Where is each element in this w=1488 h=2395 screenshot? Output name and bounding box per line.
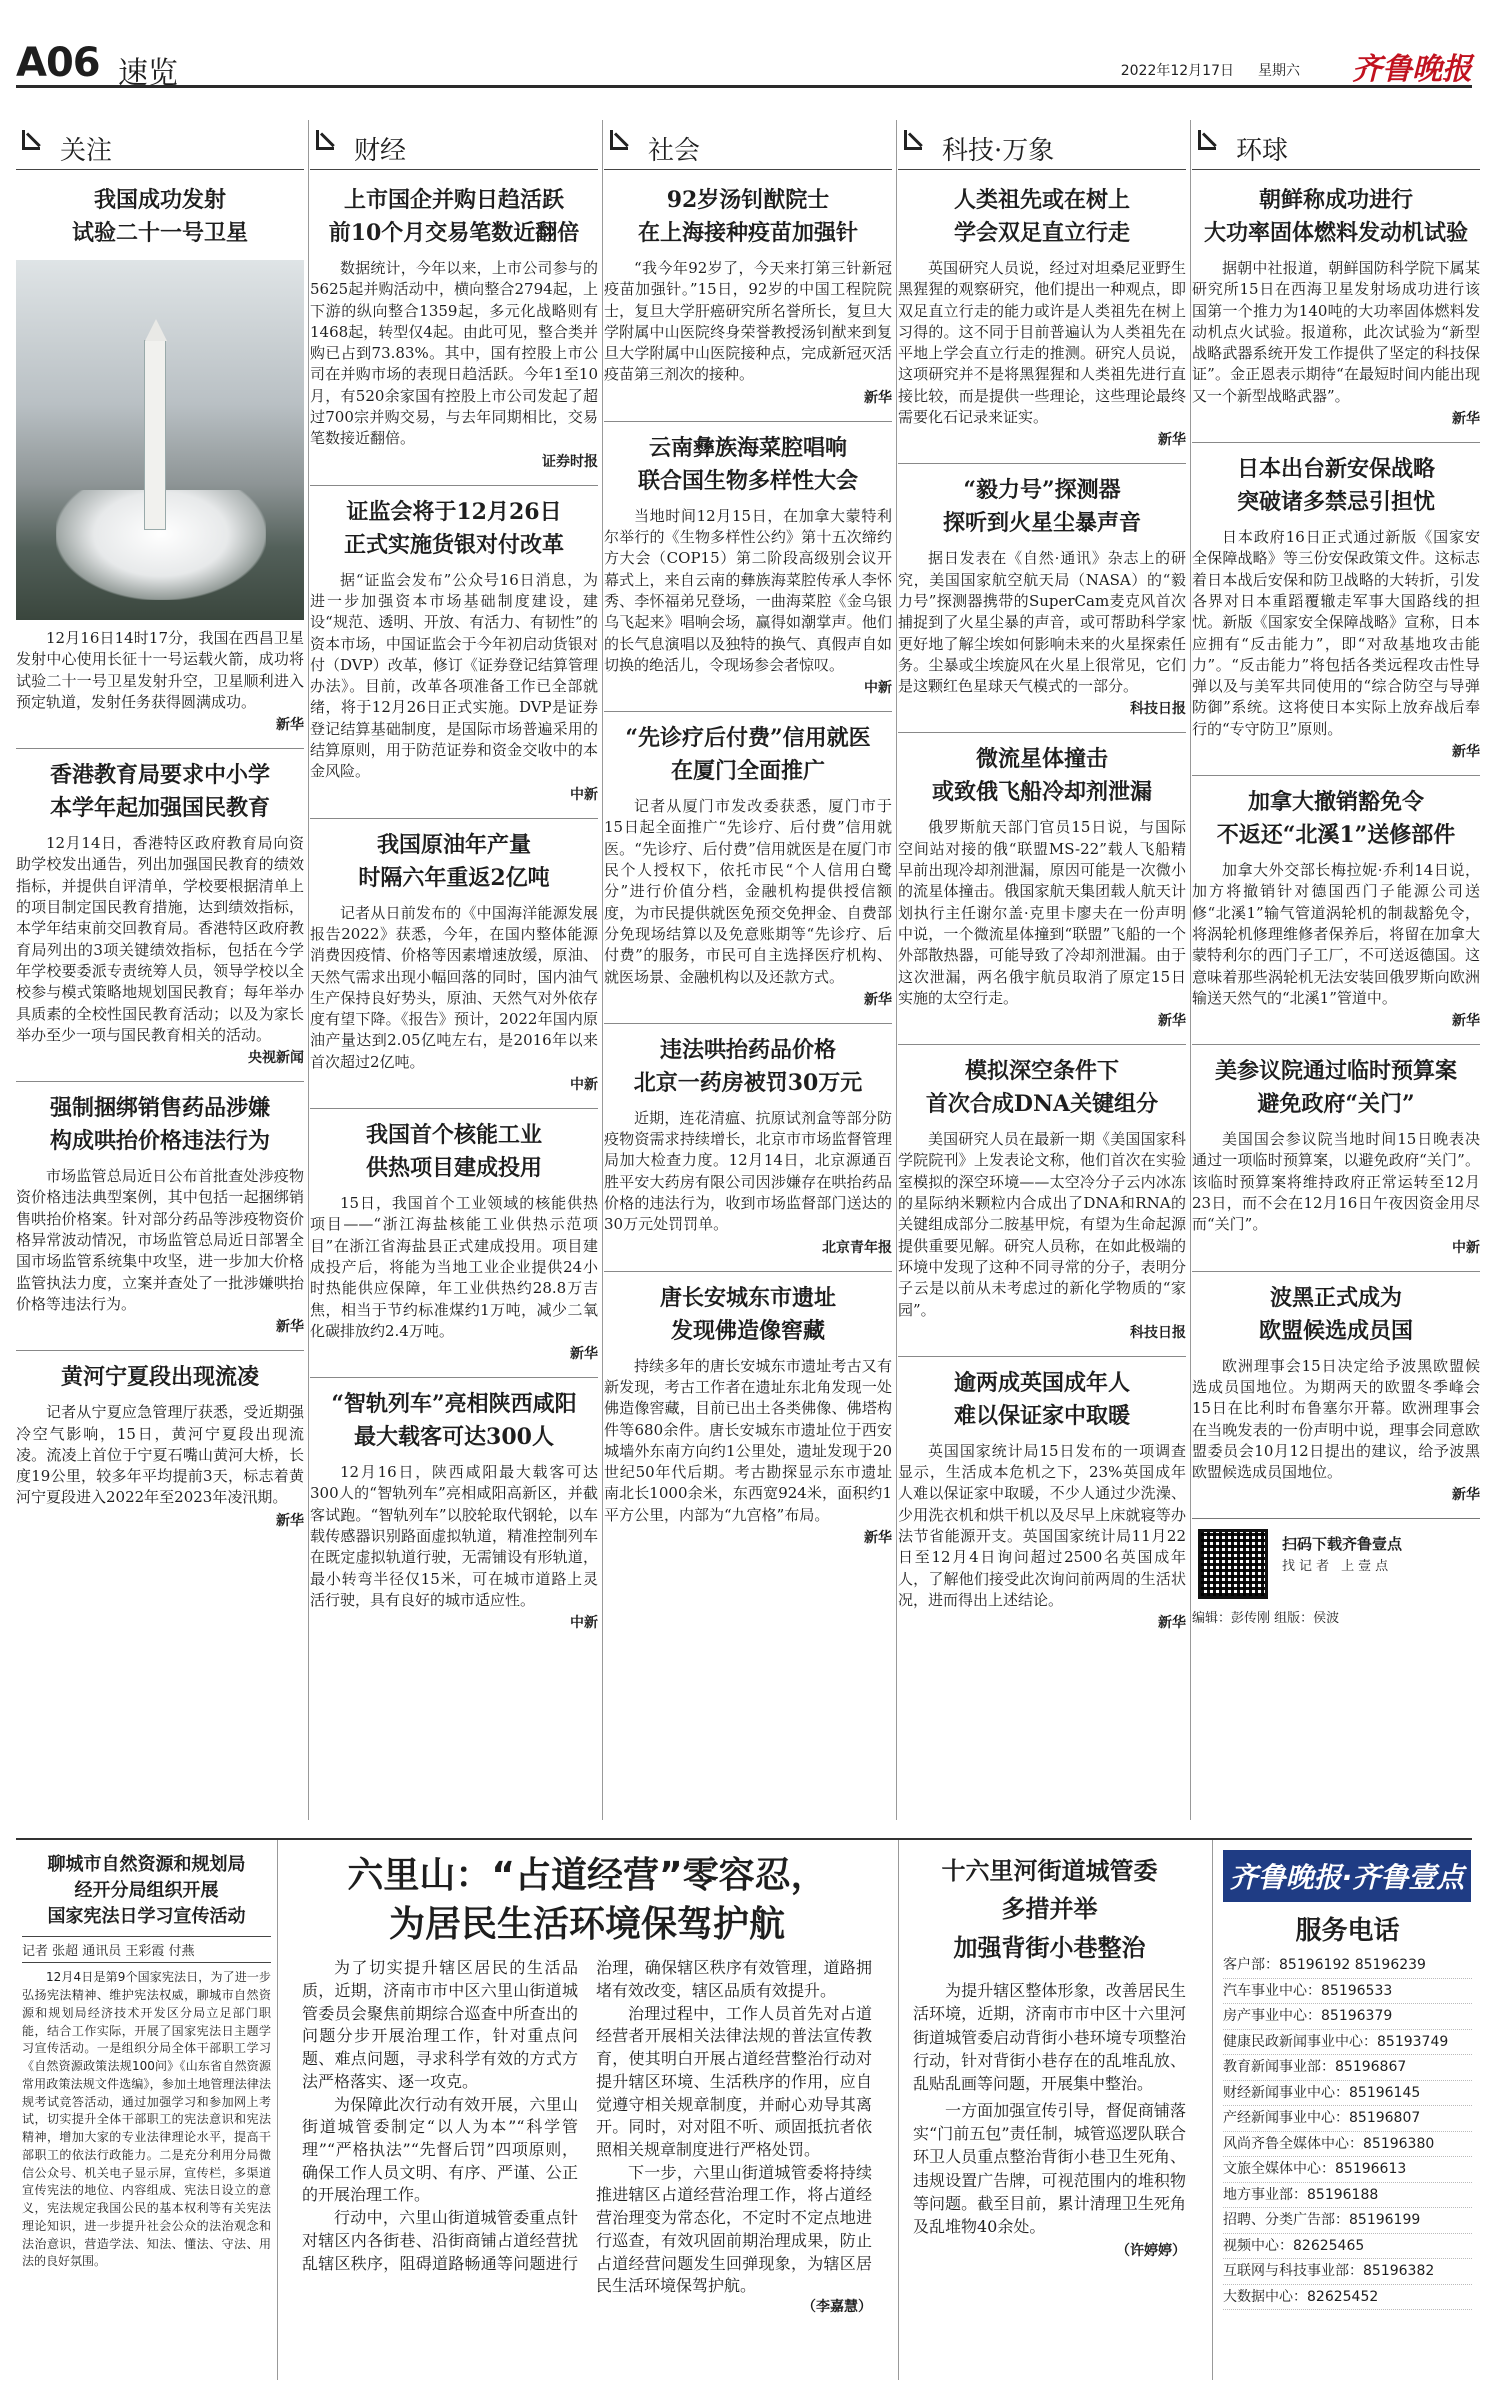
section-title: 环球 <box>1236 136 1289 166</box>
article-source: 中新 <box>570 1615 598 1632</box>
column-divider <box>308 120 309 1820</box>
local-news-article <box>16 1840 278 2380</box>
article-headline: 上市国企并购日趋活跃 前10个月交易笔数近翻倍 <box>328 187 580 246</box>
news-article <box>16 1350 304 1529</box>
paragraph: 为了切实提升辖区居民的生活品质，近期，济南市市中区六里山街道城管委员会聚焦前期综合巡查中所查出的问题分步开展治理工作，针对重点问题、难点问题，寻求科学有效的方式方法严格落实、逐一攻克。 <box>302 1958 578 2091</box>
article-headline: 加拿大撤销豁免令 不返还“北溪1”送修部件 <box>1216 789 1456 849</box>
service-phone-row: 文旅全媒体中心：85196613 <box>1223 2157 1472 2183</box>
article-body: 记者从厦门市发改委获悉，厦门市于15日起全面推广“先诊疗、后付费”信用就医。“先诊疗、后付费”信用就医是在厦门市民个人授权下，依托市民“个人信用白鹭分”进行价值分档，金融机构提供授信额度，为市民提供就医免预交免押金、自费部分免现场结算以及免意账期等“先诊疗、后付费”的服务，市民可自主选择医疗机构、就医场景、金融机构以及还款方式。 <box>604 797 892 986</box>
section-heading <box>310 120 598 170</box>
arrow-icon <box>1198 130 1216 150</box>
article-body: 美国国会参议院当地时间15日晚表决通过一项临时预算案，以避免政府“关门”。该临时预算案将维持政府正常运转至12月23日，而不会在12月16日午夜因资金用尽而“关门”。 <box>1192 1130 1480 1234</box>
divider <box>1192 1271 1480 1272</box>
article-body: 近期，连花清瘟、抗原试剂盒等部分防疫物资需求持续增长，北京市市场监督管理局加大检查力度。12月14日，北京源通百胜平安大药房有限公司因涉嫌存在哄抬药品价格的违法行为，收到市场监督部门送达的30万元处罚罚单。 <box>604 1108 892 1234</box>
service-phone-row: 招聘、分类广告部：85196199 <box>1223 2208 1472 2234</box>
article-source: 科技日报 <box>1130 701 1186 718</box>
divider <box>604 1023 892 1024</box>
article-headline: 日本出台新安保战略 突破诸多禁忌引担忧 <box>1236 456 1435 516</box>
issue-date: 2022年12月17日 <box>1120 63 1234 79</box>
article-body: 日本政府16日正式通过新版《国家安全保障战略》等三份安保政策文件。这标志着日本战后安保和防卫战略的大转折，引发各界对日本重蹈覆辙走军事大国路线的担忧。新版《国家安全保障战略》宣称，日本应拥有“反击能力”，即“对敌基地攻击能力”。“反击能力”将包括各类远程攻击性导弹以及与美军共同使用的“综合防空与导弹防御”系统。这将使日本实际上放弃战后奉行的“专守防卫”原则。 <box>1192 528 1480 738</box>
divider <box>898 1044 1186 1045</box>
article-headline: 我国首个核能工业 供热项目建成投用 <box>365 1122 542 1182</box>
article-source: 新华 <box>1452 1013 1480 1030</box>
article-source: 科技日报 <box>1130 1324 1186 1341</box>
issue-weekday: 星期六 <box>1258 63 1300 79</box>
paragraph: 行动中，六里山街道城管委重点针对辖区内各街巷、沿街商铺占道经营扰乱辖区秩序，阻碍道路畅通等问题进行治理，确保辖区秩序有效管理，道路拥堵有效改变，辖区品质有效提升。 <box>302 1958 872 2273</box>
news-article <box>1192 1271 1480 1505</box>
arrow-icon <box>316 130 334 150</box>
article-headline: 我国原油年产量 时隔六年重返2亿吨 <box>358 831 550 891</box>
article-headline: 微流星体撞击 或致俄飞船冷却剂泄漏 <box>931 746 1152 806</box>
service-phone-row: 房产事业中心：85196379 <box>1223 2004 1472 2030</box>
news-article <box>898 184 1186 449</box>
divider <box>898 1356 1186 1357</box>
editor-credit: 编辑：彭传刚 组版：侯波 <box>1192 1611 1340 1627</box>
news-article <box>1192 1044 1480 1256</box>
article-headline: 美参议院通过临时预算案 避免政府“关门” <box>1214 1058 1457 1118</box>
article-headline: 强制捆绑销售药品涉嫌 构成哄抬价格违法行为 <box>49 1095 270 1155</box>
news-article <box>310 1108 598 1363</box>
side-title: 十六里河街道城管委 多措并举 加强背街小巷整治 <box>941 1857 1158 1962</box>
article-headline: 证监会将于12月26日 正式实施货银对付改革 <box>343 498 564 558</box>
news-article <box>898 1044 1186 1342</box>
paragraph: 治理过程中，工作人员首先对占道经营者开展相关法律法规的普法宣传教育，使其明白开展占道经营整治行动对提升辖区环境、生活秩序的作用，应自觉遵守相关规章制度，并耐心劝导其离开。同时，对对阻不听、顽固抵抗者依照相关规章制度进行严格处罚。 <box>596 2003 872 2159</box>
article-source: 新华 <box>864 1529 892 1546</box>
article-source: 新华 <box>1452 411 1480 428</box>
news-article <box>898 1356 1186 1632</box>
section-heading <box>898 120 1186 170</box>
article-source: 中新 <box>864 680 892 697</box>
arrow-icon <box>610 130 628 150</box>
article-source: 央视新闻 <box>248 1050 304 1067</box>
article-body: 据日发表在《自然·通讯》杂志上的研究，美国国家航空航天局（NASA）的“毅力号”探测器携带的SuperCam麦克风首次捕捉到了火星尘暴的声音，或可帮助科学家更好地了解尘埃如何影响未来的火星探索任务。尘暴或尘埃旋风在火星上很常见，它们是这颗红色星球天气模式的一部分。 <box>898 549 1186 696</box>
paragraph: 一方面加强宣传引导，督促商铺落实“门前五包”责任制，城管巡逻队联合环卫人员重点整治背街小巷卫生死角、违规设置广告牌，可视范围内的堆积物等问题。截至目前，累计清理卫生死角及乱堆物40余处。 <box>913 2101 1186 2237</box>
service-phone-row: 视频中心：82625465 <box>1223 2234 1472 2260</box>
article-headline: 92岁汤钊猷院士 在上海接种疫苗加强针 <box>637 187 858 246</box>
article-source: 新华 <box>1158 432 1186 449</box>
feature-body <box>302 1957 872 2318</box>
newspaper-logo: 齐鲁晚报 <box>1352 52 1472 87</box>
section-heading <box>604 120 892 170</box>
news-article <box>604 184 892 407</box>
article-headline: 云南彝族海菜腔唱响 联合国生物多样性大会 <box>637 434 858 494</box>
news-article <box>16 184 304 734</box>
arrow-icon <box>904 130 922 150</box>
article-source: 新华 <box>1452 744 1480 761</box>
qr-title: 扫码下载齐鲁壹点 <box>1282 1535 1403 1554</box>
divider <box>1192 775 1480 776</box>
article-source: 新华 <box>864 991 892 1008</box>
article-body: 英国国家统计局15日发布的一项调查显示，生活成本危机之下，23%英国成年人难以保证家中取暖，不少人通过少洗澡、少用洗衣机和烘干机以及尽早上床就寝等办法节省能源开支。英国国家统计局11月22日至12月4日询问超过2500名英国成年人，了解他们接受此次询问前两周的生活状况，进而得出上述结论。 <box>898 1441 1186 1609</box>
divider <box>16 1081 304 1082</box>
article-headline: 违法哄抬药品价格 北京一药房被罚30万元 <box>633 1036 863 1096</box>
article-source: （许婷婷） <box>1116 2243 1186 2260</box>
news-article <box>604 421 892 697</box>
service-phone-row: 汽车事业中心：85196533 <box>1223 1979 1472 2005</box>
divider <box>1192 1044 1480 1045</box>
article-source: 新华 <box>276 1512 304 1529</box>
section-title: 社会 <box>648 136 701 166</box>
article-authors: 记者 张超 通讯员 王彩霞 付燕 <box>22 1936 271 1963</box>
article-body: 俄罗斯航天部门官员15日说，与国际空间站对接的俄“联盟MS-22”载人飞船精早前出现冷却剂泄漏，原因可能是一次微小的流星体撞击。俄国家航天集团载人航天计划执行主任谢尔盖·克里卡廖夫在一份声明中说，一个微流星体撞到“联盟”飞船的一个外部散热器，可能导致了冷却剂泄漏。由于这次泄漏，两名俄宇航员取消了原定15日实施的太空行走。 <box>898 818 1186 1007</box>
article-source: 北京青年报 <box>822 1239 892 1256</box>
divider <box>898 732 1186 733</box>
article-headline: 模拟深空条件下 首次合成DNA关键组分 <box>925 1058 1159 1118</box>
article-body: 市场监管总局近日公布首批查处涉疫物资价格违法典型案例，其中包括一起捆绑销售哄抬价格案。针对部分药品等涉疫物资价格异常波动情况，市场监管总局近日部署全国市场监管系统集中攻坚，进一步加大价格监管执法力度，立案并查处了一批涉嫌哄抬价格等违法行为。 <box>16 1167 304 1313</box>
divider <box>310 485 598 486</box>
article-body: 据朝中社报道，朝鲜国防科学院下属某研究所15日在西海卫星发射场成功进行该国第一个推力为140吨的大功率固体燃料发动机点火试验。报道称，此次试验为“新型战略武器系统开发工作提供了坚定的科技保证”。金正恩表示期待“在最短时间内能出现又一个新型战略武器”。 <box>1192 259 1480 405</box>
article-title: 聊城市自然资源和规划局 经开分局组织开展 国家宪法日学习宣传活动 <box>47 1854 246 1928</box>
news-article <box>604 1023 892 1257</box>
divider <box>604 421 892 422</box>
news-article <box>310 485 598 804</box>
divider <box>604 1271 892 1272</box>
divider <box>310 1377 598 1378</box>
news-column <box>604 120 892 1547</box>
service-phone-row: 互联网与科技事业部：85196382 <box>1223 2259 1472 2285</box>
divider <box>1192 442 1480 443</box>
article-headline: 我国成功发射 试验二十一号卫星 <box>71 187 248 246</box>
section-title: 关注 <box>60 136 113 166</box>
article-headline: 香港教育局要求中小学 本学年起加强国民教育 <box>49 762 270 822</box>
page-title: 速览 <box>118 56 178 91</box>
paragraph: 下一步，六里山街道城管委将持续推进辖区占道经营治理工作，将占道经营治理变为常态化，不定时不定点地进行巡查，有效巩固前期治理成果，防止占道经营问题发生回弹现象，为辖区居民生活环境保驾护航。 <box>596 2162 872 2296</box>
article-headline: 人类祖先或在树上 学会双足直立行走 <box>953 187 1130 246</box>
article-body: 15日，我国首个工业领域的核能供热项目——“浙江海盐核能工业供热示范项目”在浙江省海盐县正式建成投用。项目建成投产后，将能为当地工业企业提供24小时热能供应保障，年工业供热约28.8万吉焦，相当于节约标准煤约1万吨，减少二氧化碳排放约2.4万吨。 <box>310 1194 598 1340</box>
service-phone-row: 风尚齐鲁全媒体中心：85196380 <box>1223 2132 1472 2158</box>
article-source: 新华 <box>1158 1013 1186 1030</box>
article-source: 证券时报 <box>542 453 598 470</box>
article-body: 加拿大外交部长梅拉妮·乔利14日说，加方将撤销针对德国西门子能源公司送修“北溪1”输气管道涡轮机的制裁豁免令，将涡轮机修理维修者保养后，将留在加拿大蒙特利尔的西门子工厂，不可送返德国。这意味着那些涡轮机无法安装回俄罗斯向欧洲输送天然气的“北溪1”管道中。 <box>1192 861 1480 1007</box>
news-article <box>1192 184 1480 428</box>
page-header <box>16 40 1472 91</box>
section-heading <box>16 120 304 170</box>
service-panel <box>1212 1840 1472 2380</box>
feature-article <box>292 1840 882 2380</box>
news-column <box>310 120 598 1632</box>
article-source: 新华 <box>276 717 304 734</box>
article-source: 中新 <box>570 1077 598 1094</box>
article-body: 12月4日是第9个国家宪法日，为了进一步弘扬宪法精神、维护宪法权威，聊城市自然资源和规划局经济技术开发区分局立足部门职能，结合工作实际，开展了国家宪法日主题学习宣传活动。一是组织分局全体干部职工学习《自然资源政策法规100问》《山东省自然资源常用政策法规文件选编》，参加土地管理法律法规考试竞答活动，通过加强学习和参加网上考试，切实提升全体干部职工的宪法意识和宪法精神，增加大家的专业法律理论水平，提高干部职工的依法行政能力。二是充分利用分局微信公众号、机关电子显示屏，宣传栏，多渠道宣传宪法的地位、内容组成、宪法日设立的意义，宪法规定我国公民的基本权利等有关宪法理论知识，进一步提升社会公众的法治观念和法治意识，营造学法、知法、懂法、守法、用法的良好氛围。 <box>22 1970 271 2269</box>
article-body: 12月16日，陕西咸阳最大载客可达300人的“智轨列车”亮相咸阳高新区，并截客试跑。“智轨列车”以胶轮取代钢轮，以车载传感器识别路面虚拟轨道，精准控制列车在既定虚拟轨道行驶，无需铺设有形轨道，最小转弯半径仅15米，可在城市道路上灵活行驶，具有良好的城市适应性。 <box>310 1463 598 1609</box>
article-body: 美国研究人员在最新一期《美国国家科学院院刊》上发表论文称，他们首次在实验室模拟的深空环境——太空冷分子云内冰冻的星际纳米颗粒内合成出了DNA和RNA的关键组成部分二胺基甲烷，有望为生命起源提供重要见解。研究人员称，在如此极端的环境中发现了这种不同寻常的分子，表明分子云是以前从未考虑过的新化学物质的“家园”。 <box>898 1130 1186 1319</box>
article-body: 12月14日，香港特区政府教育局向资助学校发出通告，列出加强国民教育的绩效指标，并提供自评清单，学校要根据清单上的项目制定国民教育措施，达到绩效指标，本学年结束前交回教育局。香港特区政府教育局列出的3项关键绩效指标，包括在今学年学校要委派专责统筹人员，领导学校以全校参与模式策略地规划国民教育；每年举办具质素的全校性国民教育活动；以及为家长举办至少一项与国民教育相关的活动。 <box>16 834 304 1044</box>
article-headline: 黄河宁夏段出现流凌 <box>60 1364 259 1391</box>
news-column <box>16 120 304 1530</box>
news-article <box>1192 775 1480 1030</box>
news-column <box>898 120 1186 1632</box>
article-body: 当地时间12月15日，在加拿大蒙特利尔举行的《生物多样性公约》第十五次缔约方大会（COP15）第二阶段高级别会议开幕式上，来自云南的彝族海菜腔传承人李怀秀、李怀福弟兄登场，一曲海菜腔《金乌银乌飞起来》唱响会场，赢得如潮掌声。他们的长气息演唱以及独特的换气、真假声自如切换的绝活儿，令现场参会者惊叹。 <box>604 506 892 674</box>
article-body: 12月16日14时17分，我国在西昌卫星发射中心使用长征十一号运载火箭，成功将试验二十一号卫星发射升空，卫星顺利进入预定轨道，发射任务获得圆满成功。 <box>16 629 304 711</box>
rocket-launch-photo <box>16 260 304 620</box>
article-body: 数据统计，今年以来，上市公司参与的5625起并购活动中，横向整合2794起，上下游的纵向整合1359起，多元化战略则有1468起，转型仅4起。由此可见，整合类并购已占到73.83%。其中，国有控股上市公司在并购市场的表现日趋活跃。今年1至10月，有520余家国有控股上市公司发起了超过700宗并购交易，与去年同期相比，交易笔数接近翻倍。 <box>310 259 598 448</box>
article-headline: 波黑正式成为 欧盟候选成员国 <box>1258 1284 1413 1344</box>
article-headline: “智轨列车”亮相陕西咸阳 最大载客可达300人 <box>331 1391 577 1451</box>
news-article <box>604 711 892 1009</box>
column-divider <box>896 120 897 1820</box>
news-article <box>310 184 598 471</box>
article-body: 记者从日前发布的《中国海洋能源发展报告2022》获悉，今年，在国内整体能源消费因疫情、价格等因素增速放缓，原油、天然气需求出现小幅回落的同时，国内油气生产保持良好势头，原油、天然气对外依存度有望下降。《报告》预计，2022年国内原油产量达到2.05亿吨左右，是2016年以来首次超过2亿吨。 <box>310 903 598 1071</box>
news-article <box>898 732 1186 1030</box>
news-article <box>16 1081 304 1336</box>
news-article <box>898 463 1186 718</box>
service-title: 服务电话 <box>1295 1916 1400 1946</box>
service-logo: 齐鲁晚报·齐鲁壹点 <box>1223 1850 1471 1902</box>
article-body: 持续多年的唐长安城东市遗址考古又有新发现，考古工作者在遗址东北角发现一处佛造像窖藏，目前已出土各类佛像、佛塔构件等680余件。唐长安城东市遗址位于西安城墙外东南方向约1公里处，遗址发现于20世纪50年代后期。考古勘探显示东市遗址南北长1000余米，东西宽924米，面积约1平方公里，内部为“九宫格”布局。 <box>604 1356 892 1524</box>
qr-subtitle: 找记者 上壹点 <box>1282 1559 1393 1575</box>
article-source: 新华 <box>1158 1615 1186 1632</box>
arrow-icon <box>22 130 40 150</box>
paragraph: 为保障此次行动有效开展，六里山街道城管委制定“以人为本”“科学管理”“严格执法”“先督后罚”四项原则，确保工作人员文明、有序、严谨、公正的开展治理工作。 <box>302 2094 578 2205</box>
service-phone-row: 教育新闻事业部：85196867 <box>1223 2055 1472 2081</box>
article-source: 新华 <box>276 1319 304 1336</box>
article-headline: “毅力号”探测器 探听到火星尘暴声音 <box>942 477 1141 537</box>
paragraph: 为提升辖区整体形象，改善居民生活环境，近期，济南市市中区十六里河街道城管委启动背街小巷环境专项整治行动，针对背街小巷存在的乱堆乱放、乱贴乱画等问题，开展集中整治。 <box>913 1981 1186 2093</box>
section-heading <box>1192 120 1480 170</box>
news-article <box>604 1271 892 1547</box>
news-article <box>310 818 598 1094</box>
divider <box>898 463 1186 464</box>
article-body: 记者从宁夏应急管理厅获悉，受近期强冷空气影响，15日，黄河宁夏段出现流凌。流凌上首位于宁夏石嘴山黄河大桥，长度19公里，较多年平均提前3天，标志着黄河宁夏段进入2022年至2023年凌汛期。 <box>16 1403 304 1507</box>
service-phone-row: 财经新闻事业中心：85196145 <box>1223 2081 1472 2107</box>
page-number: A06 <box>16 40 100 86</box>
article-body: “我今年92岁了，今天来打第三针新冠疫苗加强针。”15日，92岁的中国工程院院士，复旦大学肝癌研究所名誉所长，复旦大学附属中山医院终身荣誉教授汤钊猷来到复旦大学附属中山医院接种点，完成新冠灭活疫苗第三剂次的接种。 <box>604 259 892 384</box>
divider <box>604 711 892 712</box>
bottom-section <box>16 1838 1472 2378</box>
news-article <box>16 748 304 1067</box>
service-phone-row: 大数据中心：82625452 <box>1223 2285 1472 2311</box>
article-headline: 唐长安城东市遗址 发现佛造像窖藏 <box>659 1284 836 1344</box>
article-source: 新华 <box>570 1346 598 1363</box>
news-article <box>310 1377 598 1632</box>
service-phone-row: 地方事业部：85196188 <box>1223 2183 1472 2209</box>
divider <box>16 748 304 749</box>
service-phone-row: 客户部：85196192 85196239 <box>1223 1953 1472 1979</box>
article-headline: 朝鲜称成功进行 大功率固体燃料发动机试验 <box>1203 187 1468 246</box>
divider <box>310 1108 598 1109</box>
side-article <box>898 1840 1198 2380</box>
article-headline: 逾两成英国成年人 难以保证家中取暖 <box>953 1369 1130 1429</box>
article-body: 英国研究人员说，经过对坦桑尼亚野生黑猩猩的观察研究，他们提出一种观点，即双足直立行走的能力或许是人类祖先在树上习得的。这不同于目前普遍认为人类祖先在平地上学会直立行走的推测。研究人员说，这项研究并不是将黑猩猩和人类祖先进行直接比较，而是提供一些理论，这些理论最终需要化石记录来证实。 <box>898 259 1186 427</box>
service-phone-row: 健康民政新闻事业中心：85193749 <box>1223 2030 1472 2056</box>
section-title: 科技·万象 <box>942 136 1055 166</box>
article-body: 据“证监会发布”公众号16日消息，为进一步加强资本市场基础制度建设，建设“规范、透明、开放、有活力、有韧性”的资本市场，中国证监会于今年初启动货银对付（DVP）改革，修订《证券登记结算管理办法》。目前，改革各项准备工作已全部就绪，将于12月26日正式实施。DVP是证券登记结算基础制度，是国际市场普遍采用的结算原则，用于防范证券和资金交收中的本金风险。 <box>310 570 598 781</box>
qr-code[interactable] <box>1198 1529 1268 1599</box>
divider <box>310 818 598 819</box>
section-title: 财经 <box>354 136 407 166</box>
column-divider <box>1190 120 1191 1820</box>
article-source: 中新 <box>570 786 598 803</box>
article-source: 新华 <box>864 389 892 406</box>
article-body: 欧洲理事会15日决定给予波黑欧盟候选成员国地位。为期两天的欧盟冬季峰会15日在比利时布鲁塞尔开幕。欧洲理事会在当晚发表的一份声明中说，理事会同意欧盟委员会10月12日提出的建议，给予波黑欧盟候选成员国地位。 <box>1192 1356 1480 1482</box>
service-phone-row: 产经新闻事业中心：85196807 <box>1223 2106 1472 2132</box>
news-column <box>1192 120 1480 1628</box>
article-source: （李嘉慧） <box>802 2298 872 2315</box>
qr-code-block <box>1192 1518 1480 1628</box>
article-source: 新华 <box>1452 1487 1480 1504</box>
divider <box>16 1350 304 1351</box>
column-divider <box>602 120 603 1820</box>
service-phone-list <box>1223 1953 1472 2310</box>
article-source: 中新 <box>1452 1239 1480 1256</box>
article-headline: “先诊疗后付费”信用就医 在厦门全面推广 <box>625 725 871 785</box>
news-article <box>1192 442 1480 761</box>
feature-title: 六里山：“占道经营”零容忍， 为居民生活环境保驾护航 <box>347 1855 827 1945</box>
